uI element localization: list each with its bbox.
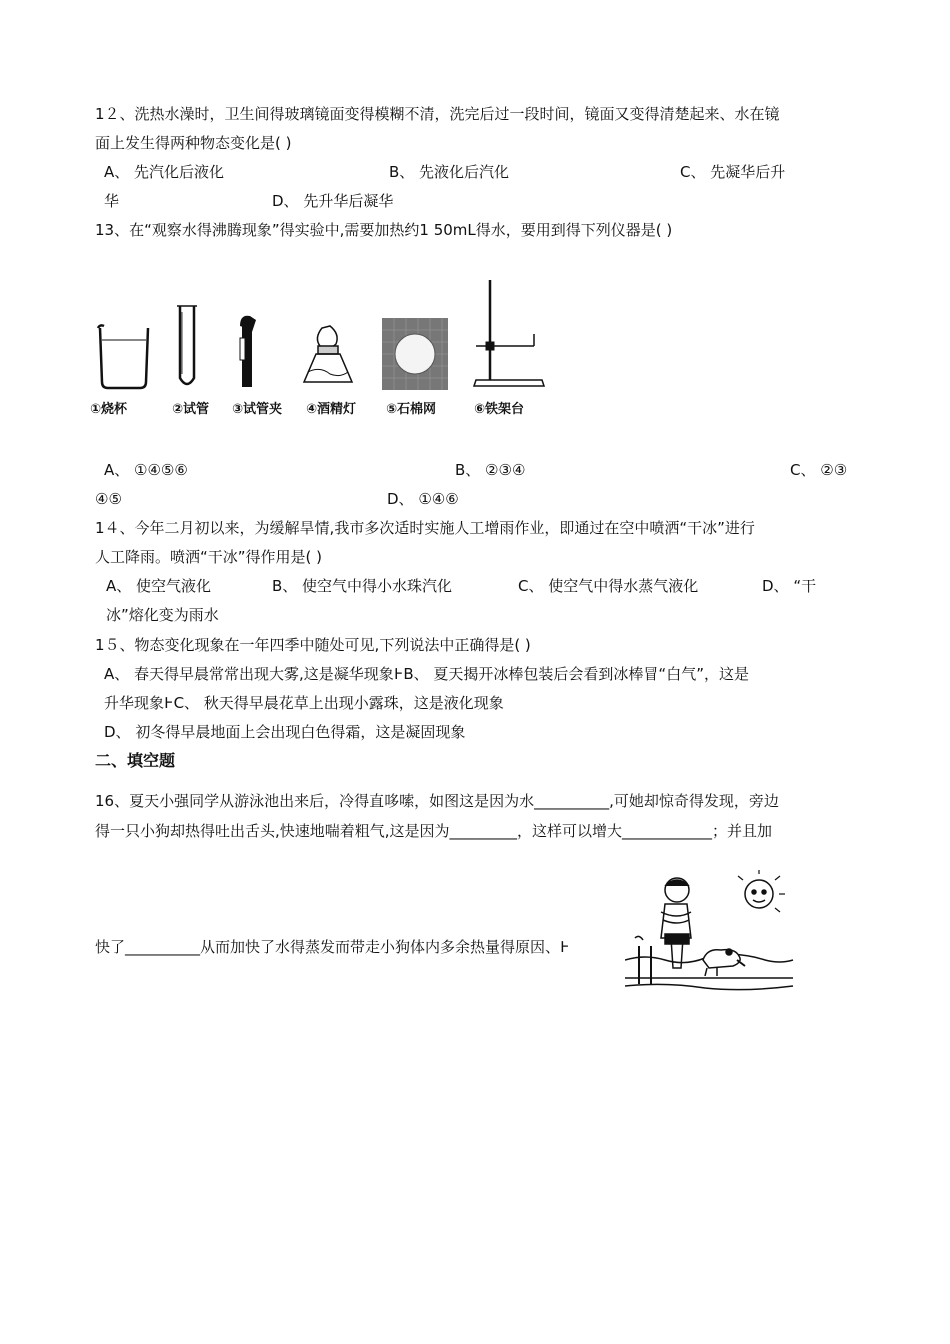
q15-options-ab: A、 春天得早晨常常出现大雾,这是凝华现象߅B、 夏天揭开冰棒包装后会看到冰棒冒“白气”，这是: [104, 665, 749, 683]
q12-option-c: C、 先凝华后升: [680, 163, 786, 181]
q13-option-c-continued: ④⑤: [95, 490, 122, 508]
beaker-image: [98, 325, 148, 388]
q14-stem-line2: 人工降雨。喷洒“干冰”得作用是( ): [95, 548, 323, 566]
q12-stem-line1: 1２、洗热水澡时，卫生间得玻璃镜面变得模糊不清，洗完后过一段时间，镜面又变得清楚起来、水在镜: [95, 105, 780, 123]
caption-test-tube-clamp: ③试管夹: [232, 402, 283, 417]
q16-line3: 快了__________从而加快了水得蒸发而带走小狗体内多余热量得原因、߅: [95, 938, 570, 956]
caption-asbestos-gauze: ⑤石棉网: [386, 402, 437, 417]
caption-test-tube: ②试管: [172, 402, 210, 417]
q14-option-a: A、 使空气液化: [106, 577, 212, 595]
q12-option-a: A、 先汽化后液化: [104, 163, 225, 181]
section-heading: 二、填空题: [95, 751, 176, 770]
q14-stem-line1: 1４、今年二月初以来，为缓解旱情,我市多次适时实施人工增雨作业，即通过在空中喷洒“干冰”进行: [95, 519, 755, 537]
q16-line1: 16、夏天小强同学从游泳池出来后，冷得直哆嗦，如图这是因为水__________,可她却惊奇得发现，旁边: [95, 792, 779, 810]
caption-iron-stand: ⑥铁架台: [474, 402, 525, 417]
q13-option-d: D、 ①④⑥: [387, 490, 459, 508]
cartoon-swimmer-dog-illustration: [625, 868, 795, 996]
q15-option-d: D、 初冬得早晨地面上会出现白色得霜，这是凝固现象: [104, 723, 466, 741]
q13-option-a: A、 ①④⑤⑥: [104, 461, 188, 479]
q14-option-d-continued: 冰”熔化变为雨水: [106, 606, 219, 624]
q15-stem: 1５、物态变化现象在一年四季中随处可见,下列说法中正确得是( ): [95, 636, 531, 654]
caption-alcohol-lamp: ④酒精灯: [306, 402, 357, 417]
q12-stem-line2: 面上发生得两种物态变化是( ): [95, 134, 292, 152]
test-tube-clamp-image: [240, 316, 256, 387]
iron-stand-image: [474, 280, 544, 386]
q12-option-b: B、 先液化后汽化: [389, 163, 510, 181]
q13-option-c: C、 ②③: [790, 461, 848, 479]
q12-option-c-continued: 华: [104, 192, 120, 210]
caption-beaker: ①烧杯: [90, 402, 128, 417]
test-tube-image: [177, 306, 197, 384]
lab-apparatus-figure: [90, 270, 560, 400]
q15-options-bc: 升华现象߅C、 秋天得早晨花草上出现小露珠，这是液化现象: [104, 694, 504, 712]
q13-stem: 13、在“观察水得沸腾现象”得实验中,需要加热约1 50mL得水，要用到得下列仪器是( ): [95, 221, 673, 239]
asbestos-gauze-image: [382, 318, 448, 390]
alcohol-lamp-image: [304, 326, 352, 382]
q16-line2: 得一只小狗却热得吐出舌头,快速地喘着粗气,这是因为_________，这样可以增大____________；并且加: [95, 822, 773, 840]
q12-option-d: D、 先升华后凝华: [272, 192, 394, 210]
q14-option-b: B、 使空气中得小水珠汽化: [272, 577, 453, 595]
q14-option-c: C、 使空气中得水蒸气液化: [518, 577, 699, 595]
q13-option-b: B、 ②③④: [455, 461, 526, 479]
q14-option-d: D、 “干: [762, 577, 817, 595]
